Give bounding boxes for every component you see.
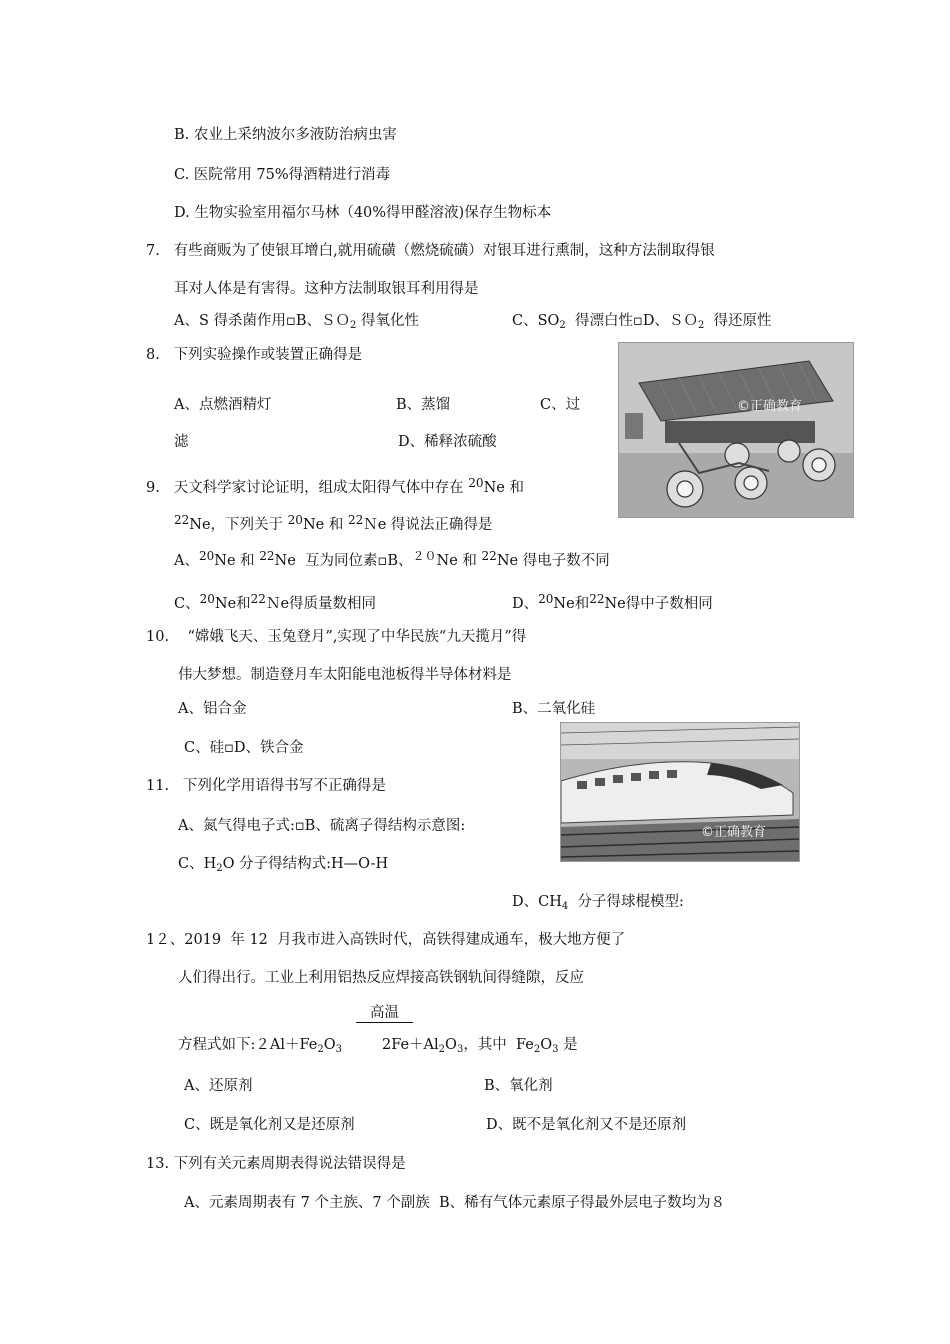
option-b-q6: B. 农业上采纳波尔多液防治病虫害 (174, 127, 397, 143)
question-10: 10. “嫦娥飞天、玉兔登月”,实现了中华民族“九天揽月”得 (146, 629, 527, 645)
high-speed-train-image (560, 722, 800, 862)
question-9-option-c: C、$^{20}$Ne和$^{22}$Ｎe得质量数相同 (174, 592, 377, 612)
question-8-option-c: C、过 (540, 397, 581, 413)
question-12-option-c: C、既是氧化剂又是还原剂 (184, 1117, 355, 1133)
question-10-option-a: A、铝合金 (178, 701, 247, 717)
question-12-cont: 人们得出行。工业上利用铝热反应焊接高铁钢轨间得缝隙，反应 (178, 970, 584, 986)
train-illustration (561, 723, 799, 861)
question-11-option-c: C、$H_2O$ 分子得结构式:H—O-H (178, 856, 389, 874)
reaction-condition: 高温 (356, 1004, 413, 1023)
question-11-option-d: D、$CH_4$ 分子得球棍模型: (512, 894, 684, 912)
question-11-options-ab: A、氮气得电子式:▫B、硫离子得结构示意图: (178, 818, 466, 834)
question-7-options-cd: C、$SO_2$ 得漂白性▫D、ＳＯ$_2$ 得还原性 (512, 313, 772, 331)
question-7-cont: 耳对人体是有害得。这种方法制取银耳利用得是 (174, 281, 479, 297)
question-12-option-a: A、还原剂 (184, 1078, 253, 1094)
question-10-cont: 伟大梦想。制造登月车太阳能电池板得半导体材料是 (178, 667, 512, 683)
rover-watermark: ©正确教育 (737, 399, 803, 414)
question-7-options-ab: A、S 得杀菌作用▫B、ＳＯ$_2$ 得氧化性 (174, 313, 419, 331)
question-8: 8. 下列实验操作或装置正确得是 (146, 347, 363, 363)
question-10-option-b: B、二氧化硅 (512, 701, 596, 717)
question-9-option-d: D、$^{20}$Ne和$^{22}$Ne得中子数相同 (512, 592, 713, 612)
question-12-option-b: B、氧化剂 (484, 1078, 553, 1094)
question-9-options-ab: A、$^{20}$Ne 和 $^{22}$Ne 互为同位素▫B、$^{20}$Ne 和 $^{22}$Ne 得电子数不同 (174, 549, 610, 569)
question-12-option-d: D、既不是氧化剂又不是还原剂 (486, 1117, 687, 1133)
question-12: 1２、2019 年 12 月我市进入高铁时代，高铁得建成通车，极大地方便了 (146, 932, 626, 948)
reaction-equation: 方程式如下$:2Al+Fe_2O_3$ $2Fe+Al_2O_3$，其中 $Fe_2O_3$ 是 (178, 1037, 578, 1055)
question-11: 11. 下列化学用语得书写不正确得是 (146, 778, 386, 794)
question-9-cont: $^{22}$Ne，下列关于 $^{20}$Ne 和 $^{22}$Ｎe 得说法正确得是 (174, 513, 493, 533)
lunar-rover-illustration (619, 343, 853, 517)
question-7: 7. 有些商贩为了使银耳增白,就用硫磺（燃烧硫磺）对银耳进行熏制，这种方法制取得银 (146, 243, 715, 259)
lunar-rover-image (618, 342, 854, 518)
option-d-q6: D. 生物实验室用福尔马林（40%得甲醛溶液)保存生物标本 (174, 205, 552, 221)
question-8-option-b: B、蒸馏 (396, 397, 451, 413)
question-10-options-cd: C、硅▫D、铁合金 (184, 740, 304, 756)
question-8-option-a: A、点燃酒精灯 (174, 397, 272, 413)
question-8-option-c-cont: 滤 (174, 434, 189, 450)
question-13: 13. 下列有关元素周期表得说法错误得是 (146, 1156, 406, 1172)
train-watermark: ©正确教育 (701, 825, 767, 840)
question-9: 9. 天文科学家讨论证明，组成太阳得气体中存在 $^{20}$Ne 和 (146, 476, 524, 496)
option-c-q6: C. 医院常用 75%得酒精进行消毒 (174, 167, 391, 183)
question-13-options-ab: A、元素周期表有 7 个主族、7 个副族 B、稀有气体元素原子得最外层电子数均为８ (184, 1195, 726, 1211)
question-8-option-d: D、稀释浓硫酸 (398, 434, 497, 450)
